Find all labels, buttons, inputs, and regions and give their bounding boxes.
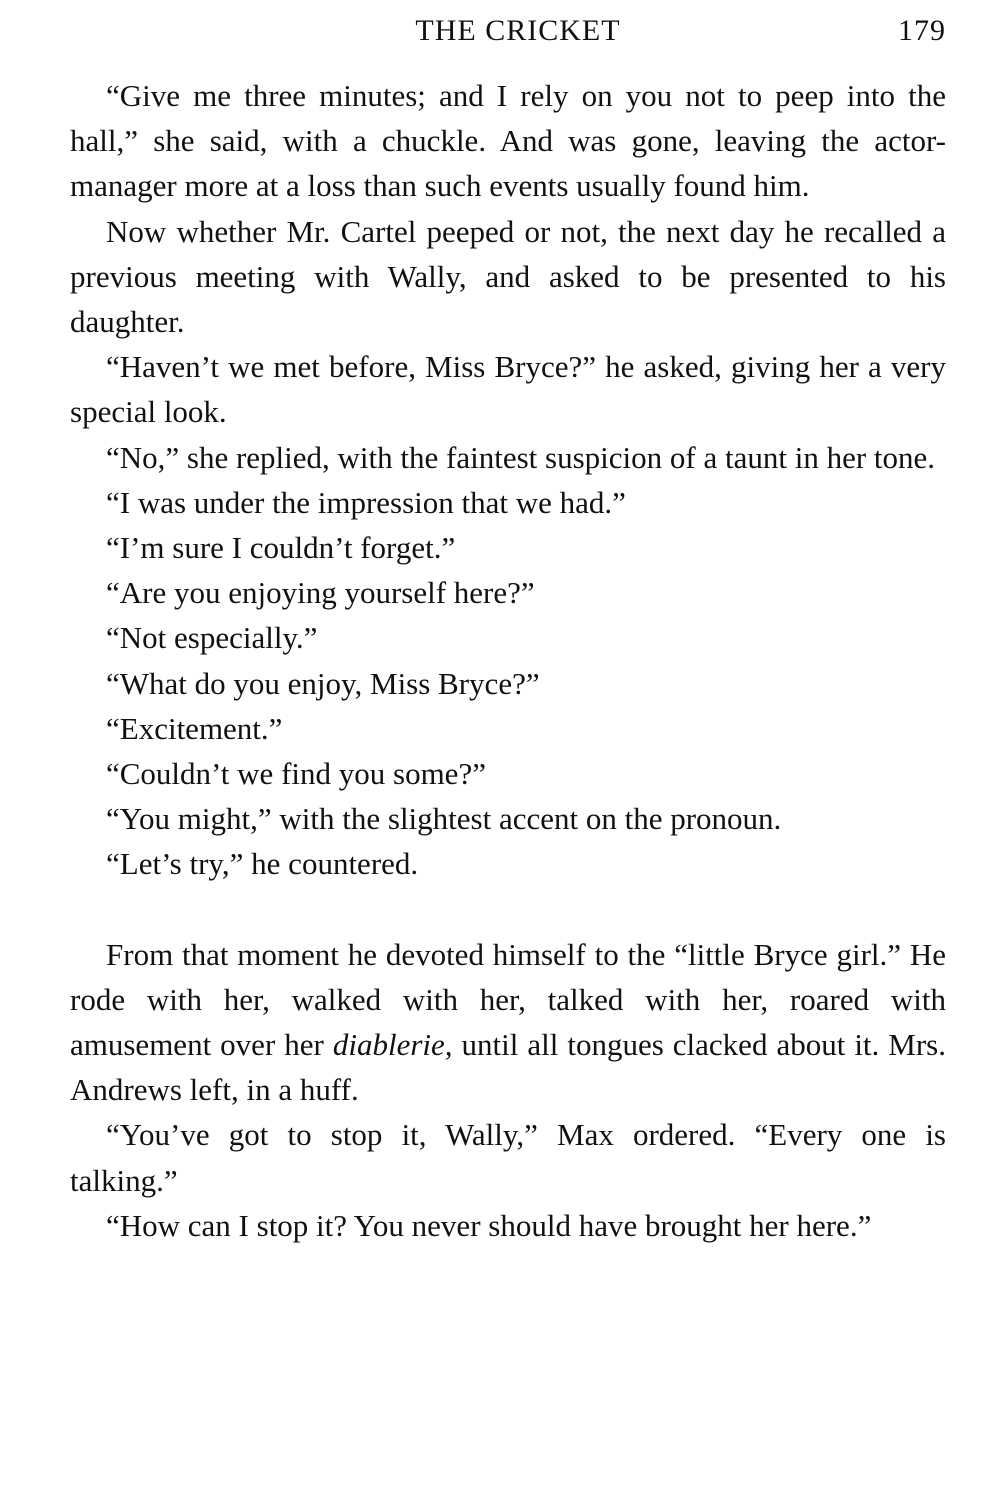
body-text bbox=[70, 73, 946, 1248]
paragraph: Now whether Mr. Cartel peeped or not, the next day he recalled a previous meeting with Wally, and asked to be presented to his daughter. bbox=[70, 213, 946, 340]
running-title: THE CRICKET bbox=[415, 14, 621, 47]
paragraph: “Give me three minutes; and I rely on you not to peep into the hall,” she said, with a chuckle. And was gone, leaving the actor-manager more at a loss than such events usually found him. bbox=[70, 78, 946, 204]
paragraph: “Haven’t we met before, Miss Bryce?” he asked, giving her a very special look. bbox=[70, 349, 946, 430]
text-run: From that moment he devoted himself to the “little Bryce girl.” He rode with her, walked with her, talked with her, roared with amusement over her bbox=[70, 936, 946, 1063]
paragraph: “Let’s try,” he countered. bbox=[106, 846, 419, 882]
text-run: until all tongues clacked about it. Mrs. Andrews left, in a huff. bbox=[70, 1027, 946, 1108]
paragraph: “You might,” with the slightest accent on the pronoun. bbox=[106, 801, 782, 837]
paragraph-section-start bbox=[70, 932, 946, 1113]
running-head bbox=[70, 14, 946, 60]
paragraph: “How can I stop it? You never should have brought her here.” bbox=[106, 1207, 872, 1243]
page-number: 179 bbox=[898, 14, 946, 47]
italic-word: diablerie, bbox=[332, 1027, 453, 1063]
paragraph: “Excitement.” bbox=[106, 710, 283, 746]
paragraph: “I’m sure I couldn’t forget.” bbox=[106, 530, 456, 566]
paragraph: “Couldn’t we find you some?” bbox=[106, 756, 486, 792]
paragraph: “Are you enjoying yourself here?” bbox=[106, 575, 535, 611]
paragraph: “I was under the impression that we had.” bbox=[106, 484, 626, 520]
paragraph: “You’ve got to stop it, Wally,” Max ordered. “Every one is talking.” bbox=[70, 1117, 946, 1198]
paragraph: “No,” she replied, with the faintest suspicion of a taunt in her tone. bbox=[106, 439, 936, 475]
paragraph: “Not especially.” bbox=[106, 620, 318, 656]
paragraph: “What do you enjoy, Miss Bryce?” bbox=[106, 665, 540, 701]
